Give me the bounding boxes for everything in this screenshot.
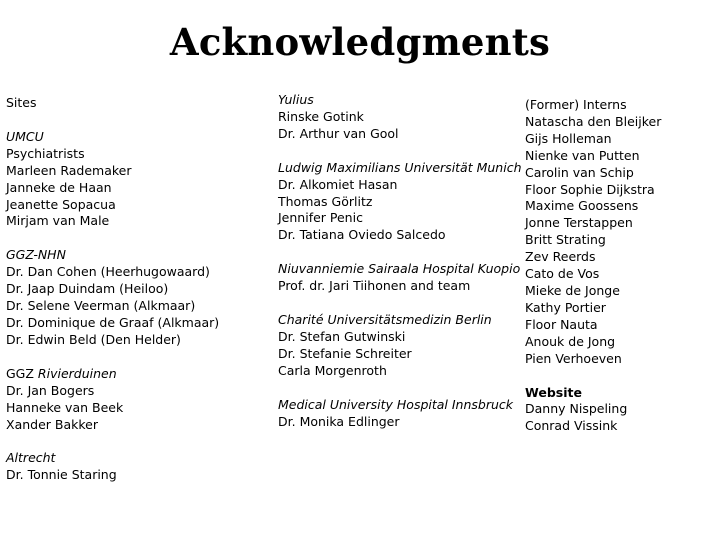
list-item: Kathy Portier [525, 299, 606, 315]
list-item: Dr. Stefan Gutwinski [278, 328, 406, 344]
list-item: Gijs Holleman [525, 130, 612, 146]
list-item: Anouk de Jong [525, 333, 616, 349]
list-item: Maxime Goossens [525, 198, 639, 214]
list-item: Floor Sophie Dijkstra [525, 181, 655, 197]
list-item: Dr. Edwin Beld (Den Helder) [6, 331, 181, 347]
list-item: Dr. Arthur van Gool [278, 125, 399, 141]
lmu-group [278, 159, 522, 245]
team-column [525, 97, 715, 435]
list-item: Carla Morgenroth [278, 362, 387, 378]
list-item: Danny Nispeling [525, 401, 628, 417]
group-heading: Medical University Hospital Innsbruck [278, 396, 514, 412]
group-heading-italic: Rivierduinen [37, 365, 117, 381]
list-item: Psychiatrists [6, 145, 85, 161]
list-item: Dr. Selene Veerman (Alkmaar) [6, 298, 196, 314]
list-item: Natascha den Bleijker [525, 113, 662, 129]
interns-group [525, 97, 715, 368]
umcu-group [6, 129, 256, 230]
yulius-group [278, 92, 518, 143]
ggz-nhn-group [6, 247, 256, 348]
charite-group [278, 312, 518, 380]
list-item: Jonne Terstappen [525, 215, 633, 231]
list-item: Xander Bakker [6, 416, 98, 432]
list-item: Marleen Rademaker [6, 162, 132, 178]
list-item: Dr. Stefanie Schreiter [278, 345, 412, 361]
ggz-rivierduinen-group [6, 366, 256, 434]
list-item: Prof. dr. Jari Tiihonen and team [278, 278, 471, 294]
group-heading: Website [525, 384, 582, 400]
list-item: Dr. Jan Bogers [6, 382, 95, 398]
list-item: Jeanette Sopacua [6, 196, 116, 212]
altrecht-group [6, 450, 256, 484]
list-item: Dr. Dominique de Graaf (Alkmaar) [6, 314, 220, 330]
list-item: Dr. Tonnie Staring [6, 467, 117, 483]
innsbruck-group [278, 397, 518, 431]
list-item: Dr. Alkomiet Hasan [278, 176, 398, 192]
list-item: Thomas Görlitz [278, 193, 373, 209]
sites-column [6, 95, 256, 484]
list-item: Dr. Tatiana Oviedo Salcedo [278, 227, 446, 243]
list-item: Conrad Vissink [525, 418, 618, 434]
group-heading: (Former) Interns [525, 97, 627, 112]
list-item: Floor Nauta [525, 316, 598, 332]
group-heading: Charité Universitätsmedizin Berlin [278, 312, 492, 328]
list-item: Dr. Dan Cohen (Heerhugowaard) [6, 264, 210, 280]
list-item: Pien Verhoeven [525, 350, 622, 366]
group-heading: Niuvanniemie Sairaala Hospital Kuopio [278, 261, 521, 277]
group-heading: GGZ-NHN [6, 247, 66, 263]
list-item: Janneke de Haan [6, 179, 112, 195]
list-item: Dr. Monika Edlinger [278, 413, 400, 429]
list-item: Mieke de Jonge [525, 282, 620, 298]
group-heading [6, 366, 256, 383]
international-column [278, 92, 522, 431]
group-heading: Ludwig Maximilians Universität Munich [278, 159, 522, 175]
list-item: Zev Reerds [525, 249, 596, 265]
list-item: Rinske Gotink [278, 108, 364, 124]
sites-label: Sites [6, 95, 37, 110]
list-item: Mirjam van Male [6, 213, 110, 229]
group-heading: Yulius [278, 92, 314, 107]
group-heading: Altrecht [6, 450, 56, 466]
website-group [525, 385, 715, 436]
group-heading-plain: GGZ [6, 365, 38, 381]
kuopio-group [278, 261, 521, 295]
list-item: Dr. Jaap Duindam (Heiloo) [6, 281, 169, 297]
group-heading: UMCU [6, 128, 44, 144]
list-item: Nienke van Putten [525, 147, 640, 163]
list-item: Britt Strating [525, 232, 606, 248]
page-title: Acknowledgments [169, 20, 551, 64]
list-item: Hanneke van Beek [6, 399, 124, 415]
list-item: Carolin van Schip [525, 164, 634, 180]
list-item: Jennifer Penic [278, 210, 363, 226]
list-item: Cato de Vos [525, 266, 600, 282]
